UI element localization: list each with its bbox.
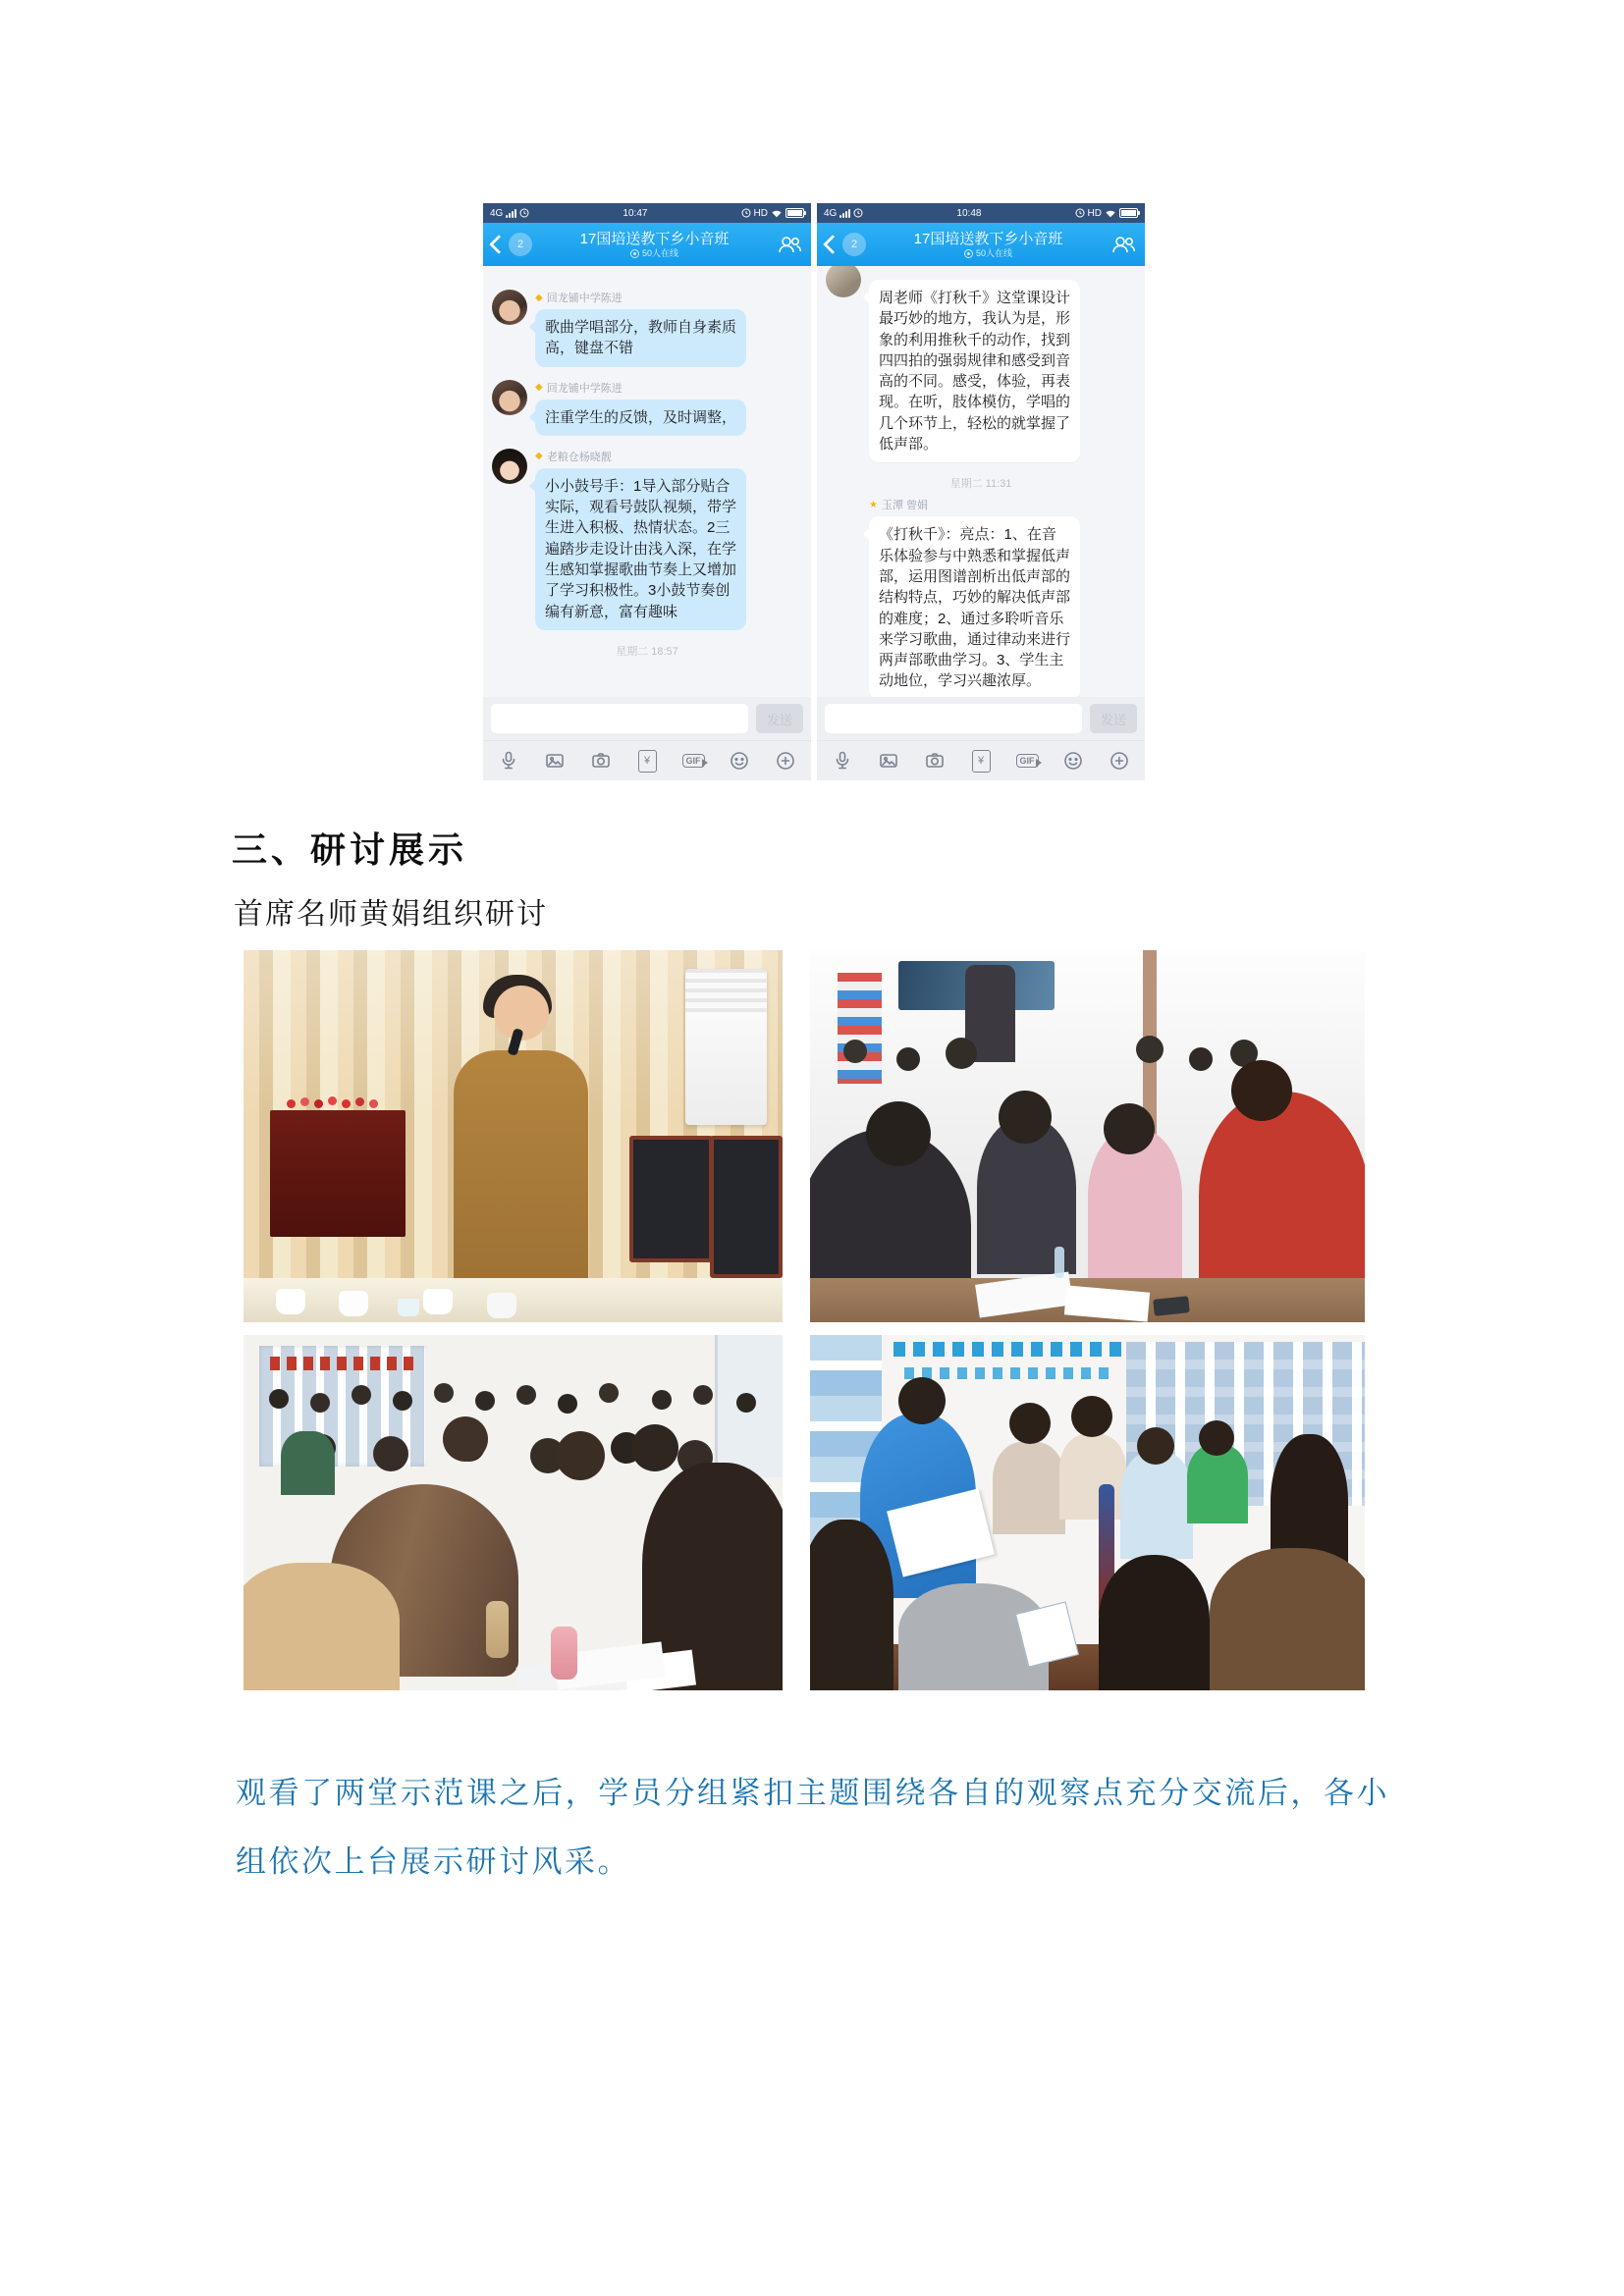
photo-caption: 首席名师黄娟组织研讨 (234, 898, 548, 931)
chat-nav-bar (483, 223, 811, 266)
member-badge-icon: ◆ (535, 382, 543, 394)
chat-toolbar (817, 740, 1145, 780)
thermos-tan (486, 1601, 509, 1658)
gif-video-icon[interactable]: GIF (680, 748, 706, 774)
hd-label: HD (753, 207, 768, 219)
battery-icon (1119, 208, 1138, 218)
online-status-icon (964, 249, 973, 258)
chair (629, 1136, 713, 1262)
chat-title-block (866, 231, 1110, 259)
status-time: 10:47 (623, 207, 648, 219)
avatar[interactable] (826, 266, 861, 297)
message-bubble: 注重学生的反馈，及时调整， (535, 400, 746, 436)
air-conditioner (685, 969, 766, 1125)
person-head (631, 1424, 678, 1471)
online-status-icon (630, 249, 639, 258)
message-bubble: 《打秋千》：亮点：1、在音乐体验参与中熟悉和掌握低声部，运用图谱剖析出低声部的结构特点，巧妙的解决低声部的难度；2、通过多聆听音乐来学习歌曲，通过律动来进行两声部歌曲学习。3、学生主动地位，学习兴趣浓厚。 (869, 516, 1080, 697)
section-heading: 三、研讨展示 (232, 830, 468, 870)
wifi-icon (771, 209, 783, 218)
chevron-left-icon (489, 235, 509, 254)
chat-message (492, 380, 802, 436)
chat-input-bar (817, 697, 1145, 740)
table-edge (244, 1278, 783, 1322)
clock-icon (741, 208, 751, 218)
avatar[interactable] (492, 449, 527, 484)
unread-badge: 2 (842, 233, 866, 256)
person-brown-coat (1210, 1548, 1365, 1690)
online-count: 50人在线 (975, 248, 1012, 259)
sender-name: 回龙铺中学陈进 (546, 293, 623, 304)
hd-label: HD (1087, 207, 1102, 219)
sender-name: 老粮仓杨晓靓 (546, 451, 612, 463)
thermos-pink (551, 1627, 577, 1680)
wall-poster (838, 973, 882, 1085)
emoji-icon[interactable] (727, 748, 752, 774)
member-badge-icon: ◆ (535, 292, 543, 303)
group-title: 17国培送教下乡小音班 (913, 230, 1063, 247)
person-light-blue-jacket (1120, 1452, 1192, 1559)
person-head (556, 1431, 605, 1480)
person-cream-coat (1059, 1434, 1126, 1520)
online-count: 50人在线 (641, 248, 678, 259)
unread-badge: 2 (509, 233, 532, 256)
chat-title-block (532, 231, 777, 259)
red-packet-icon[interactable]: ¥ (634, 748, 660, 774)
standing-person (965, 965, 1015, 1062)
group-members-icon[interactable] (1110, 234, 1136, 255)
carrier-label: 4G (490, 207, 504, 219)
carrier-label: 4G (824, 207, 838, 219)
alarm-icon (519, 208, 529, 218)
background-heads (843, 1040, 867, 1063)
photo-speaker-with-microphone (244, 950, 783, 1322)
photo-group-circle-discussion (810, 1335, 1365, 1690)
chat-input-bar (483, 697, 811, 740)
battery-icon (785, 208, 804, 218)
chat-message-area (817, 266, 1145, 697)
window (715, 1335, 783, 1477)
message-bubble: 歌曲学唱部分，教师自身素质高，键盘不错 (535, 309, 746, 367)
foreground-person-hair (810, 1520, 893, 1690)
avatar[interactable] (492, 290, 527, 325)
group-members-icon[interactable] (777, 234, 802, 255)
gif-video-icon[interactable]: GIF (1014, 748, 1040, 774)
chat-message (492, 290, 802, 367)
status-bar (817, 203, 1145, 223)
red-packet-icon[interactable]: ¥ (968, 748, 994, 774)
chat-message (826, 276, 1136, 462)
person-head (1071, 1396, 1112, 1437)
status-time: 10:48 (956, 207, 982, 219)
speaker-coat (454, 1050, 588, 1296)
chat-message (492, 449, 802, 630)
chat-screenshot-2 (817, 203, 1145, 780)
emoji-icon[interactable] (1060, 748, 1086, 774)
group-title: 17国培送教下乡小音班 (579, 230, 730, 247)
flowers (287, 1099, 296, 1108)
wifi-icon (1105, 209, 1116, 218)
foreground-person-hair (642, 1463, 783, 1690)
camera-icon[interactable] (588, 748, 614, 774)
person-head (866, 1101, 931, 1166)
background-heads (352, 1385, 371, 1405)
photo-table-discussion (810, 950, 1365, 1322)
chat-message (826, 497, 1136, 697)
tea-cups (276, 1289, 305, 1314)
chair (710, 1136, 783, 1277)
chat-nav-bar (817, 223, 1145, 266)
podium (270, 1110, 405, 1237)
camera-icon[interactable] (922, 748, 947, 774)
banner-text-strip (893, 1342, 1138, 1356)
person-head (1199, 1420, 1234, 1456)
photo-icon[interactable] (876, 748, 901, 774)
back-button[interactable] (492, 233, 532, 256)
signal-icon (839, 209, 850, 218)
member-badge-icon: ★ (869, 499, 878, 510)
sender-name: 玉潭 曾娟 (881, 500, 929, 512)
status-bar (483, 203, 811, 223)
message-input[interactable] (825, 704, 1082, 733)
alarm-icon (853, 208, 863, 218)
avatar[interactable] (492, 380, 527, 415)
avatar[interactable] (826, 497, 861, 532)
chat-screenshot-1 (483, 203, 811, 780)
person-green-sweater (1187, 1445, 1248, 1523)
chevron-left-icon (823, 235, 842, 254)
plus-icon[interactable] (1107, 748, 1132, 774)
plus-icon[interactable] (773, 748, 798, 774)
summary-paragraph: 观看了两堂示范课之后，学员分组紧扣主题围绕各自的观察点充分交流后，各小组依次上台展示研讨风采。 (236, 1776, 1389, 1879)
photo-icon[interactable] (542, 748, 568, 774)
person-head (999, 1091, 1052, 1144)
foreground-person-hair (1099, 1555, 1210, 1690)
water-bottle (1055, 1247, 1064, 1278)
message-input[interactable] (491, 704, 748, 733)
clock-icon (1075, 208, 1085, 218)
timestamp: 星期二 11:31 (949, 478, 1012, 491)
person-green-top (281, 1431, 335, 1495)
send-button[interactable]: 发送 (756, 704, 803, 733)
microphone-icon[interactable] (496, 748, 521, 774)
person-beige-coat (993, 1442, 1064, 1534)
message-bubble: 小小鼓号手：1导入部分贴合实际，观看号鼓队视频，带学生进入积极、热情状态。2三遍踏步走设计由浅入深，在学生感知掌握歌曲节奏上又增加了学习积极性。3小鼓节奏创编有新意，富有趣味 (535, 468, 746, 630)
microphone-icon[interactable] (830, 748, 855, 774)
back-button[interactable] (826, 233, 866, 256)
sender-name: 回龙铺中学陈进 (546, 382, 623, 395)
signal-icon (506, 209, 516, 218)
timestamp: 星期二 18:57 (616, 645, 678, 658)
banner-text-strip (904, 1367, 1115, 1380)
person-head (1009, 1403, 1051, 1444)
photo-classroom-discussion (244, 1335, 783, 1690)
chat-toolbar (483, 740, 811, 780)
member-badge-icon: ◆ (535, 451, 543, 462)
person-tan-coat (244, 1563, 400, 1690)
message-bubble: 周老师《打秋千》这堂课设计最巧妙的地方，我认为是，形象的利用推秋千的动作，找到四四拍的强弱规律和感受到音高的不同。感受，体验，再表现。在听，肢体模仿，学唱的几个环节上，轻松的就掌握了低声部。 (869, 280, 1080, 462)
send-button[interactable]: 发送 (1090, 704, 1137, 733)
banner-text-strip (270, 1357, 415, 1370)
chat-message-area (483, 266, 811, 697)
